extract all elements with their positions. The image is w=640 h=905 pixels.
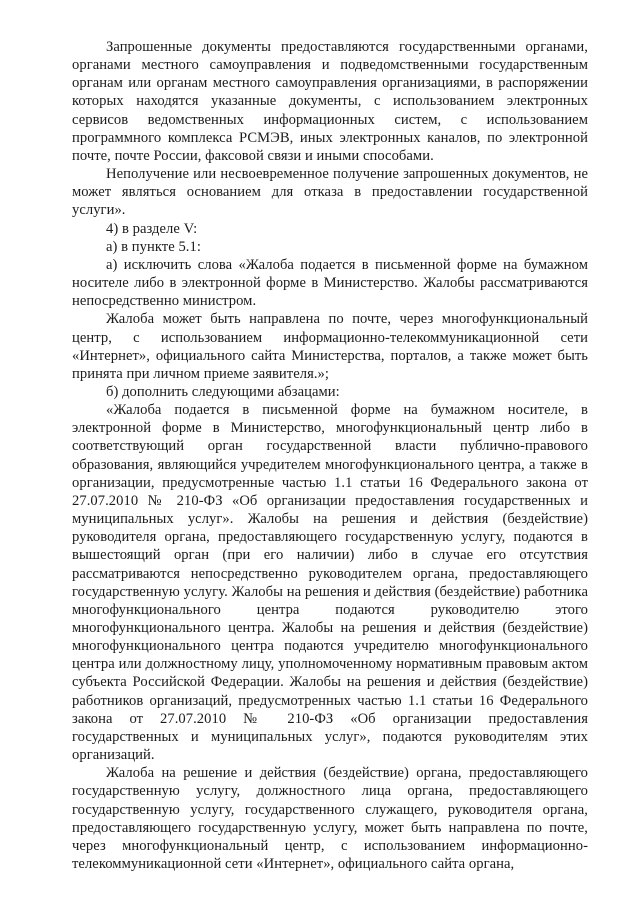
paragraph-add-following: б) дополнить следующими абзацами: — [106, 383, 340, 400]
paragraph-exclude-words: а) исключить слова «Жалоба подается в письменной форме на бумажном носителе либо в электронной форме в Министерство. Жалобы рассматриваются непосредственно министром. — [72, 256, 588, 310]
paragraph-point-5-1: а) в пункте 5.1: — [106, 238, 201, 255]
document-body — [72, 38, 588, 873]
paragraph-requested-documents: Запрошенные документы предоставляются государственными органами, органами местного самоуправления и подведомственными государственным органам или органам местного самоуправления организациями, в распоряжении которых находятся указанные документы, с использованием электронных сервисов ведомственных информационных систем, с использованием программного комплекса РСМЭВ, иных электронных каналов, по электронной почте, почте России, факсовой связи и иными способами. — [72, 39, 588, 164]
paragraph-complaint-by-mail: Жалоба может быть направлена по почте, через многофункциональный центр, с использованием информационно-телекоммуникационной сети «Интернет», официального сайта Министерства, порталов, а также может быть принята при личном приеме заявителя.»; — [72, 311, 588, 382]
paragraph-complaint-submission: «Жалоба подается в письменной форме на бумажном носителе, в электронной форме в Министерство, многофункциональный центр либо в соответствующий орган государственной власти публично-правового образования, являющийся учредителем многофункционального центра, а также в организации, предусмотренные частью 1.1 статьи 16 Федерального закона от 27.07.2010 № 210-ФЗ «Об организации предоставления государственных и муниципальных услуг». Жалобы на решения и действия (бездействие) руководителя органа, предоставляющего государственную услугу, подаются в вышестоящий орган (при его наличии) либо в случае его отсутствия рассматриваются непосредственно руководителем органа, предоставляющего государственную услугу. Жалобы на решения и действия (бездействие) работника многофункционального центра подаются руководителю этого многофункционального центра. Жалобы на решения и действия (бездействие) многофункционального центра подаются учредителю многофункционального центра или должностному лицу, уполномоченному нормативным правовым актом субъекта Российской Федерации. Жалобы на решения и действия (бездействие) работников организаций, предусмотренных частью 1.1 статьи 16 Федерального закона от 27.07.2010 № 210-ФЗ «Об организации предоставления государственных и муниципальных услуг», подаются руководителям этих организаций. — [72, 402, 588, 764]
paragraph-section-v: 4) в разделе V: — [106, 220, 198, 237]
paragraph-complaint-on-decision: Жалоба на решение и действия (бездействие) органа, предоставляющего государственную услугу, должностного лица органа, предоставляющего государственную услугу, государственного служащего, руководителя органа, предоставляющего государственную услугу, может быть направлена по почте, через многофункциональный центр, с использованием информационно-телекоммуникационной сети «Интернет», официального сайта органа, — [72, 765, 588, 873]
paragraph-non-receipt: Неполучение или несвоевременное получение запрошенных документов, не может являться основанием для отказа в предоставлении государственной услуги». — [72, 166, 588, 219]
